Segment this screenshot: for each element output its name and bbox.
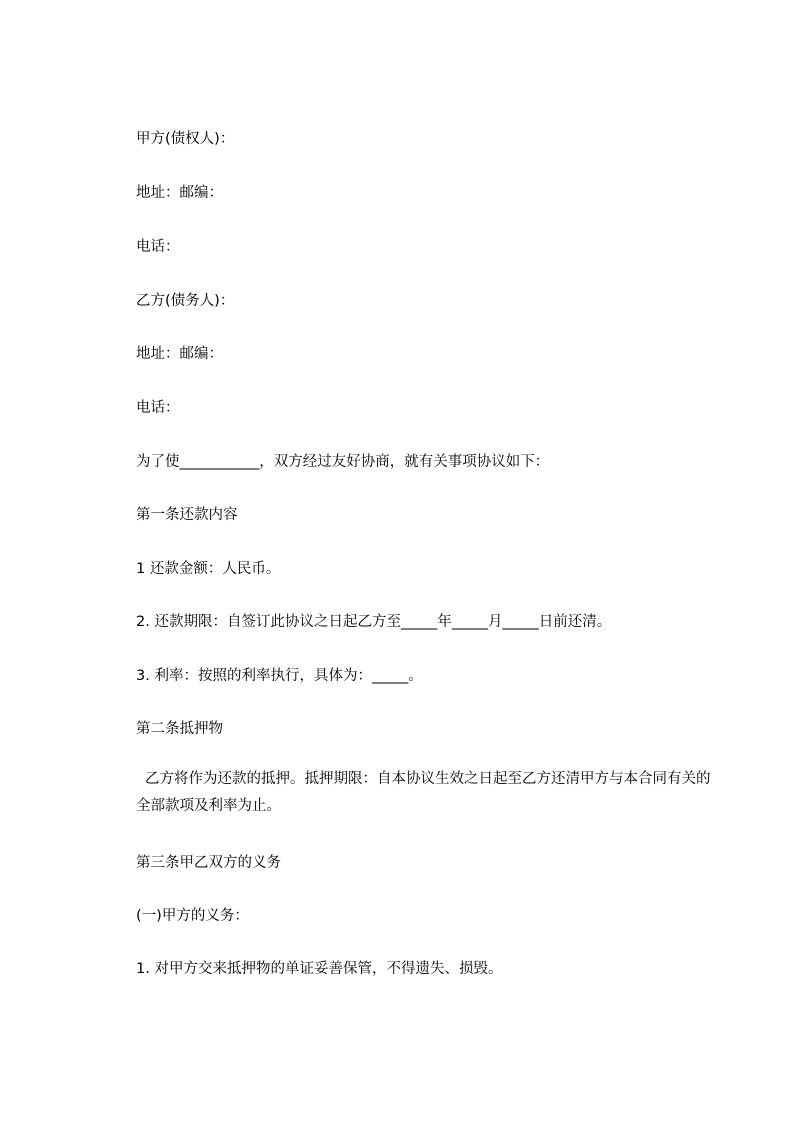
preamble-line: 为了使___________，双方经过友好协商，就有关事项协议如下： xyxy=(136,454,550,470)
article-1-heading: 第一条还款内容 xyxy=(136,507,238,523)
pledge-paragraph: 乙方将作为还款的抵押。抵押期限：自本协议生效之日起至乙方还清甲方与本合同有关的全部款项及利率为止。 xyxy=(136,771,711,814)
party-b-address-line: 地址：邮编： xyxy=(136,346,223,362)
repayment-term-line: 2. 还款期限：自签订此协议之日起乙方至_____年_____月_____日前还清。 xyxy=(136,614,612,630)
article-2-heading: 第二条抵押物 xyxy=(136,721,223,737)
obligation-1-line: 1. 对甲方交来抵押物的单证妥善保管，不得遗失、损毁。 xyxy=(136,961,503,977)
party-a-address-line: 地址：邮编： xyxy=(136,185,223,201)
party-b-phone-line: 电话： xyxy=(136,400,180,416)
repayment-amount-line: 1 还款金额：人民币。 xyxy=(136,561,281,577)
party-a-obligations-heading: (一)甲方的义务： xyxy=(136,908,249,924)
interest-rate-line: 3. 利率：按照的利率执行，具体为：_____。 xyxy=(136,668,423,684)
article-3-heading: 第三条甲乙双方的义务 xyxy=(136,855,281,871)
party-a-creditor-line: 甲方(债权人)： xyxy=(136,131,235,147)
party-b-debtor-line: 乙方(债务人)： xyxy=(136,293,235,309)
party-a-phone-line: 电话： xyxy=(136,239,180,255)
